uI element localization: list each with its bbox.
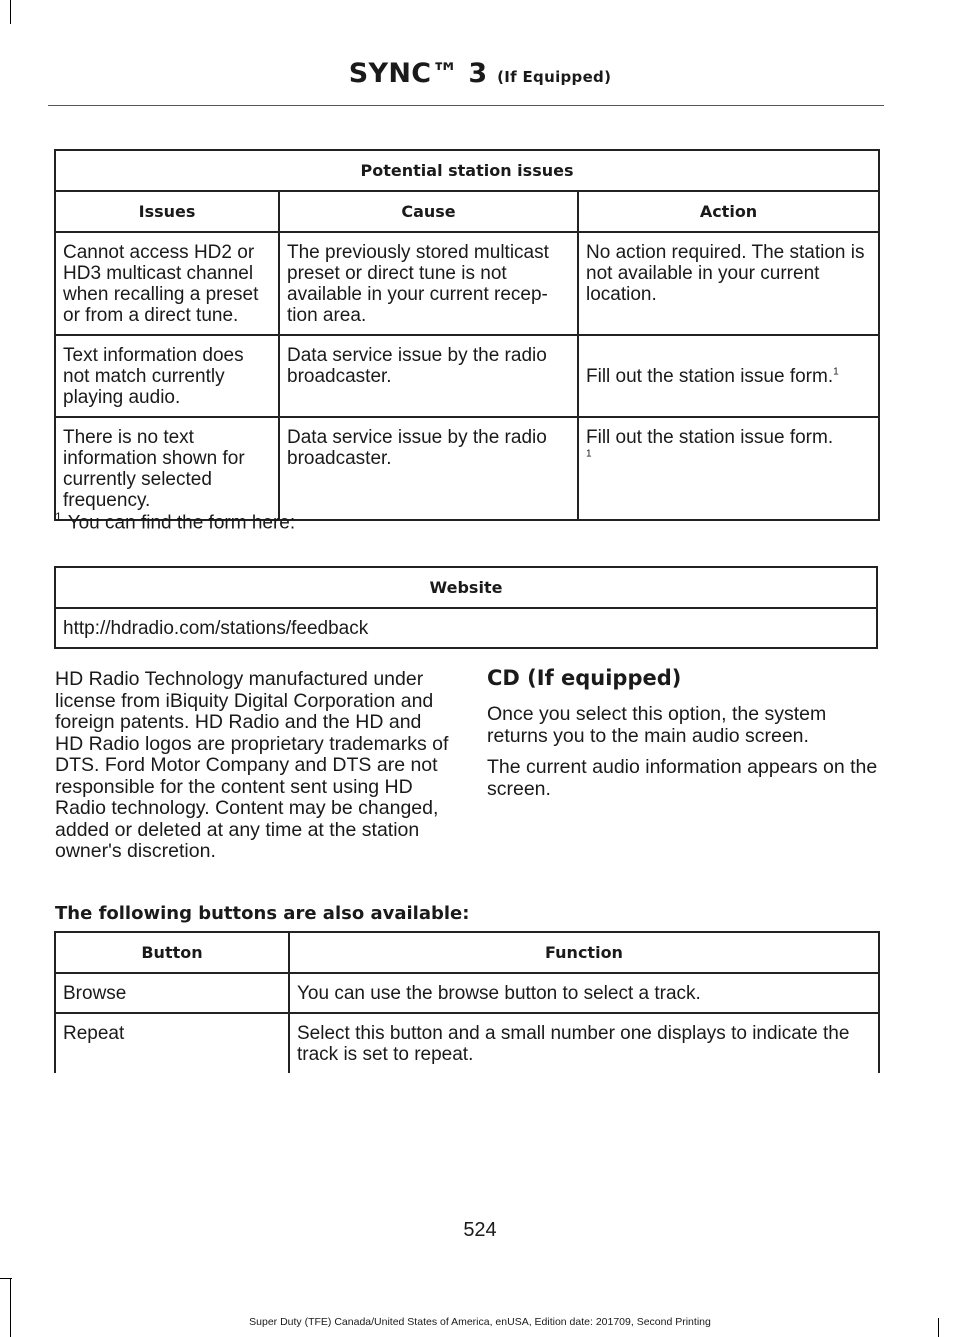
- cause-cell: The previously stored multicast preset or direct tune is not available in your current recep-tion area.: [279, 232, 578, 335]
- header-divider: [48, 105, 884, 106]
- column-header: Action: [578, 191, 879, 232]
- function-cell: Select this button and a small number one displays to indicate the track is set to repeat.: [289, 1013, 879, 1073]
- cause-cell: Data service issue by the radio broadcaster.: [279, 335, 578, 417]
- crop-mark-top-left: [10, 0, 11, 24]
- table-header-row: [55, 932, 879, 973]
- issue-cell: Cannot access HD2 or HD3 multicast channel when recalling a preset or from a direct tune.: [55, 232, 279, 335]
- action-text: Fill out the station issue form.: [586, 427, 834, 448]
- button-cell: Repeat: [55, 1013, 289, 1073]
- footnote-marker: 1: [586, 448, 592, 460]
- table-row: [55, 608, 877, 648]
- action-cell: [578, 335, 879, 417]
- column-header: Button: [55, 932, 289, 973]
- table-row: [55, 973, 879, 1013]
- station-issues-table: [54, 149, 880, 521]
- action-text: Fill out the station issue form.: [586, 366, 834, 387]
- column-header: Issues: [55, 191, 279, 232]
- cause-cell: Data service issue by the radio broadcaster.: [279, 417, 578, 520]
- website-table: [54, 566, 878, 649]
- column-header: Cause: [279, 191, 578, 232]
- buttons-heading: The following buttons are also available:: [55, 903, 470, 924]
- cd-paragraph: Once you select this option, the system returns you to the main audio screen.: [487, 703, 827, 747]
- action-text: No action required. The station is not available in your current location.: [586, 242, 865, 305]
- footnote-number: 1: [55, 510, 62, 524]
- button-cell: Browse: [55, 973, 289, 1013]
- header-title: SYNC™ 3: [348, 58, 488, 89]
- page-footer: Super Duty (TFE) Canada/United States of America, enUSA, Edition date: 201709, Second Printing: [249, 1316, 711, 1328]
- hd-radio-paragraph: HD Radio Technology manufactured under license from iBiquity Digital Corporation and foreign patents. HD Radio and the HD and HD Radio logos are proprietary trademarks of DTS. Ford Motor Company and DTS are not responsible for the content sent using HD Radio technology. Content may be changed, added or deleted at any time at the station owner's discretion.: [55, 668, 449, 862]
- crop-mark-bottom-left-h: [0, 1278, 12, 1279]
- cd-paragraph: The current audio information appears on the screen.: [487, 756, 878, 800]
- cd-section-heading: CD (If equipped): [487, 666, 682, 690]
- function-cell: You can use the browse button to select a track.: [289, 973, 879, 1013]
- action-cell: [578, 417, 879, 520]
- table-header-row: [55, 567, 877, 608]
- page-number: 524: [463, 1219, 497, 1241]
- page-header: [0, 58, 960, 89]
- issue-cell: Text information does not match currently playing audio.: [55, 335, 279, 417]
- column-header: Website: [55, 567, 877, 608]
- table-header-row: [55, 191, 879, 232]
- buttons-table: [54, 931, 880, 1073]
- issue-cell: There is no text information shown for currently selected frequency.: [55, 417, 279, 520]
- table-row: [55, 335, 879, 417]
- table-row: [55, 232, 879, 335]
- website-url: http://hdradio.com/stations/feedback: [55, 608, 877, 648]
- footnote-text: You can find the form here:: [67, 512, 296, 534]
- crop-mark-bottom-left: [10, 1278, 11, 1337]
- header-subtitle: (If Equipped): [497, 68, 612, 86]
- footnote: [55, 510, 295, 534]
- table-row: [55, 1013, 879, 1073]
- table-caption-row: [55, 150, 879, 191]
- table-caption: Potential station issues: [55, 150, 879, 191]
- action-cell: [578, 232, 879, 335]
- footnote-marker: 1: [833, 366, 839, 378]
- column-header: Function: [289, 932, 879, 973]
- table-row: [55, 417, 879, 520]
